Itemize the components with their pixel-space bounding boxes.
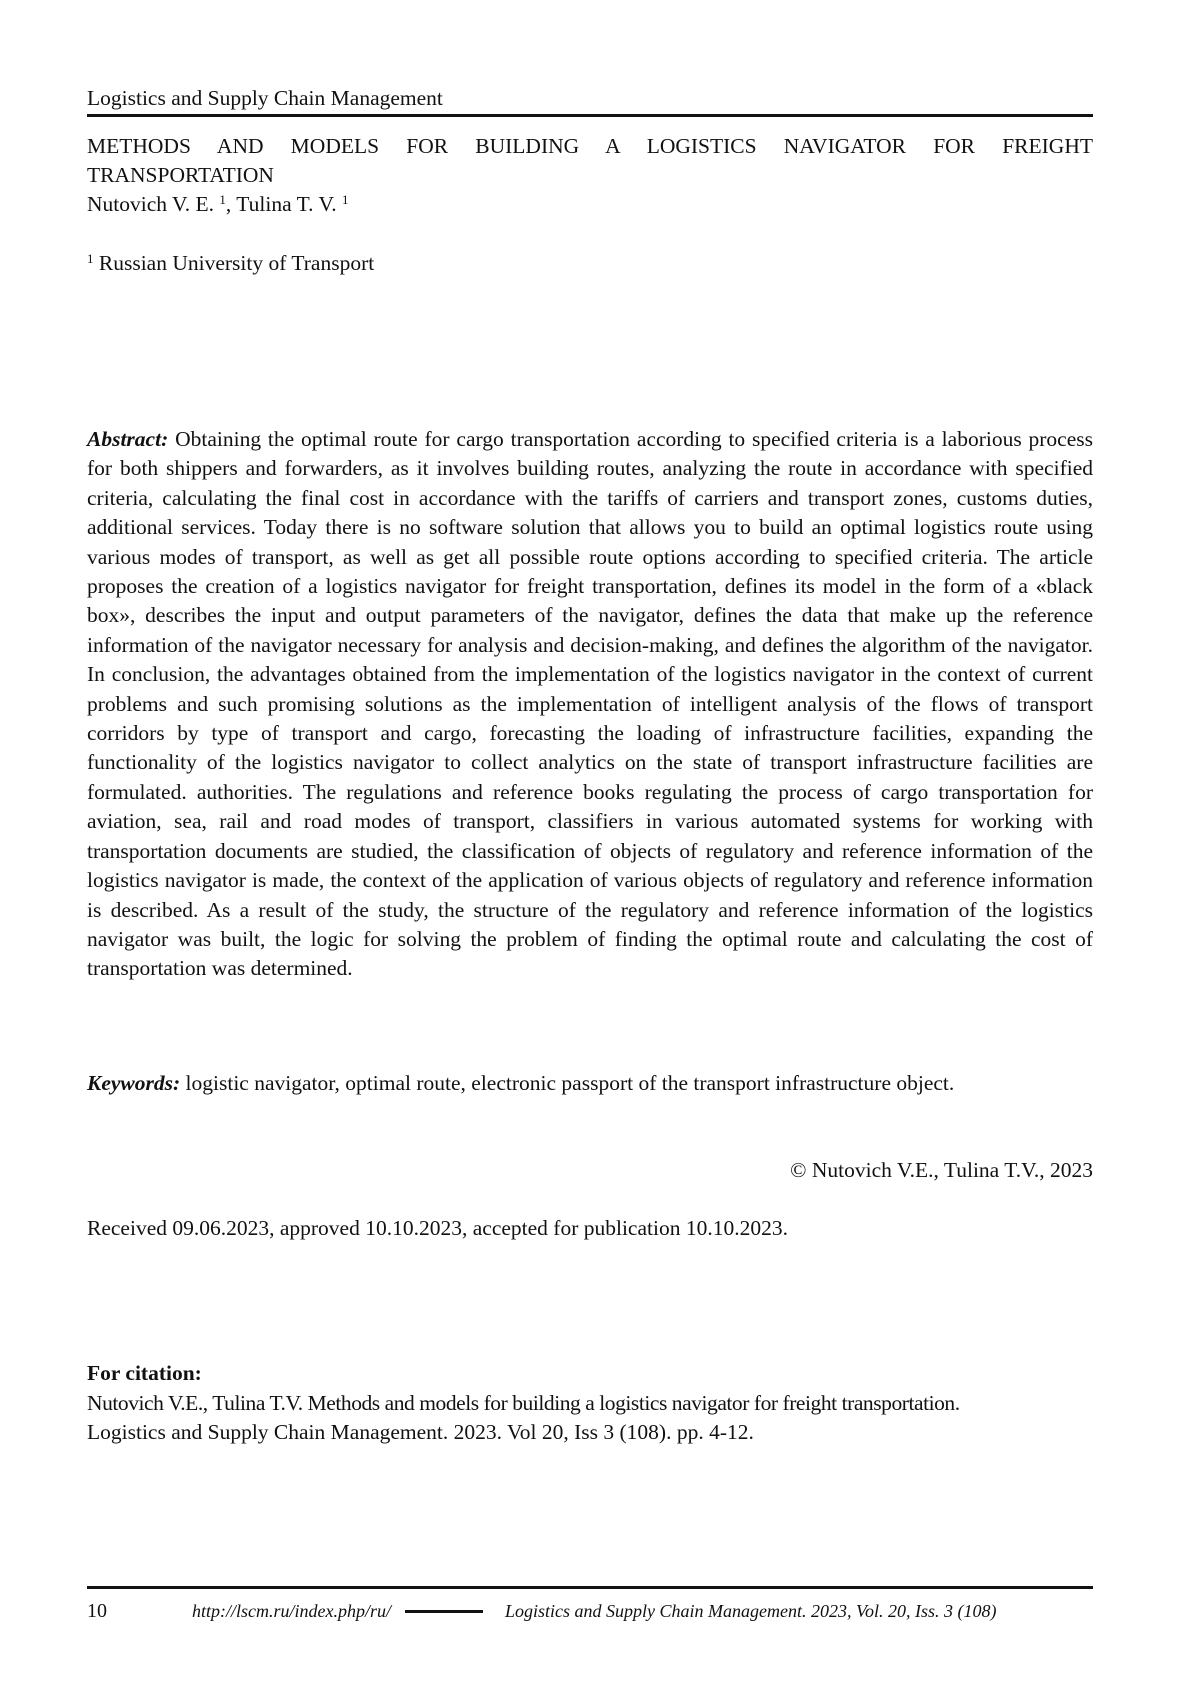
authors: Nutovich V. E. 1, Tulina T. V. 1 <box>87 190 1093 219</box>
affiliation-name: Russian University of Transport <box>99 251 374 275</box>
keywords-label: Keywords: <box>87 1071 180 1095</box>
author-name: Nutovich V. E. <box>87 192 214 216</box>
page-footer <box>87 1596 1093 1626</box>
author-affiliation-mark: 1 <box>342 192 349 207</box>
affiliation-mark: 1 <box>87 251 94 266</box>
footer-rule <box>87 1586 1093 1589</box>
publication-dates: Received 09.06.2023, approved 10.10.2023, accepted for publication 10.10.2023. <box>87 1214 1093 1243</box>
abstract-label: Abstract: <box>87 427 168 451</box>
keywords <box>87 1069 1093 1098</box>
keywords-text: logistic navigator, optimal route, electronic passport of the transport infrastructure object. <box>186 1071 955 1095</box>
running-header: Logistics and Supply Chain Management <box>87 84 1093 113</box>
author-affiliation-mark: 1 <box>219 192 226 207</box>
affiliation <box>87 249 1093 278</box>
citation-line-2: Logistics and Supply Chain Management. 2023. Vol 20, Iss 3 (108). pp. 4-12. <box>87 1418 1093 1447</box>
page-number: 10 <box>87 1600 192 1623</box>
copyright: © Nutovich V.E., Tulina T.V., 2023 <box>87 1156 1093 1185</box>
citation-label: For citation: <box>87 1359 1093 1388</box>
journal-issue: Logistics and Supply Chain Management. 2023, Vol. 20, Iss. 3 (108) <box>505 1601 996 1622</box>
journal-url[interactable]: http://lscm.ru/index.php/ru/ <box>192 1601 391 1622</box>
header-rule <box>87 114 1093 117</box>
abstract-text: Obtaining the optimal route for cargo transportation according to specified criteria is a laborious process for both shippers and forwarders, as it involves building routes, analyzing the route in accordance with specified criteria, calculating the final cost in accordance with the tariffs of carriers and transport zones, customs duties, additional services. Today there is no software solution that allows you to build an optimal logistics route using various modes of transport, as well as get all possible route options according to specified criteria. The article proposes the creation of a logistics navigator for freight transportation, defines its model in the form of a «black box», describes the input and output parameters of the navigator, defines the data that make up the reference information of the navigator necessary for analysis and decision-making, and defines the algorithm of the navigator. In conclusion, the advantages obtained from the implementation of the logistics navigator in the context of current problems and such promising solutions as the implementation of intelligent analysis of the flows of transport corridors by type of transport and cargo, forecasting the loading of infrastructure facilities, expanding the functionality of the logistics navigator to collect analytics on the state of transport infrastructure facilities are formulated. authorities. The regulations and reference books regulating the process of cargo transportation for aviation, sea, rail and road modes of transport, classifiers in various automated systems for working with transportation documents are studied, the classification of objects of regulatory and reference information of the logistics navigator is made, the context of the application of various objects of regulatory and reference information is described. As a result of the study, the structure of the regulatory and reference information of the logistics navigator was built, the logic for solving the problem of finding the optimal route and calculating the cost of transportation was determined. <box>87 427 1093 980</box>
citation-line-1: Nutovich V.E., Tulina T.V. Methods and models for building a logistics navigator for freight transportation. <box>87 1389 1093 1418</box>
article-title: METHODS AND MODELS FOR BUILDING A LOGISTICS NAVIGATOR FOR FREIGHT TRANSPORTATION <box>87 132 1093 191</box>
author-name: Tulina T. V. <box>236 192 336 216</box>
abstract <box>87 425 1093 984</box>
footer-dash <box>405 1610 483 1613</box>
